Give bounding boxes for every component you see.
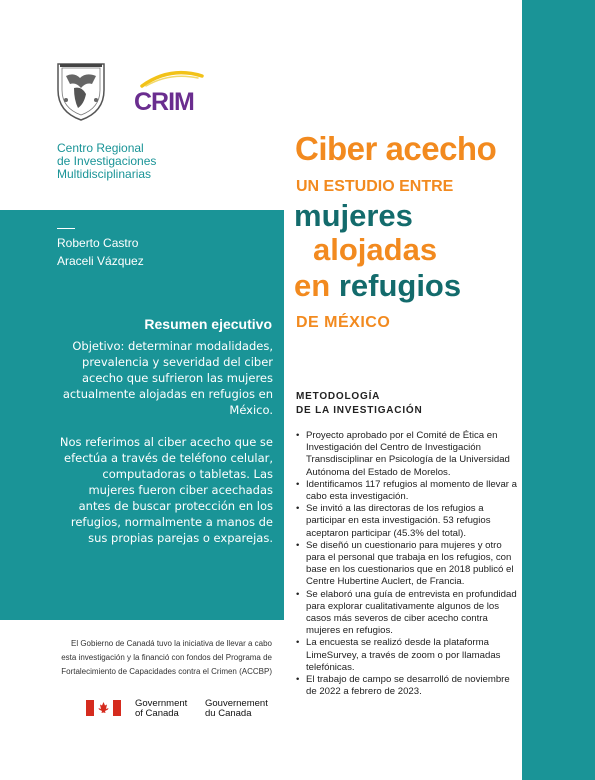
unam-seal-logo — [52, 60, 110, 122]
methodology-item: • Se elaboró una guía de entrevista en profundidad para explorar cualitativamente algunos de los casos más severos de ciber acecho contra mujeres en refugios. — [296, 589, 518, 638]
author-list — [57, 234, 144, 270]
methodology-heading-line-1: METODOLOGÍA — [296, 391, 381, 402]
crim-logo-text: CRIM — [134, 88, 194, 114]
gov-fr-line-1: Gouvernement — [205, 698, 268, 709]
summary-objective: Objetivo: determinar modalidades, prevalencia y severidad del ciber acecho que sufrieron las mujeres actualmente alojadas en refugios en México. — [62, 339, 273, 417]
title-line-5 — [294, 268, 461, 304]
methodology-item: • Proyecto aprobado por el Comité de Ética en Investigación del Centro de Investigación Transdisciplinar en Psicología de la Universidad Autónoma del Estado de Morelos. — [296, 430, 518, 479]
right-accent-strip — [522, 0, 595, 780]
methodology-item: • Identificamos 117 refugios al momento de llevar a cabo esta investigación. — [296, 479, 518, 503]
methodology-item: • La encuesta se realizó desde la plataforma LimeSurvey, a través de zoom o por llamadas telefónicas. — [296, 637, 518, 674]
summary-definition: Nos referimos al ciber acecho que se efectúa a través de teléfono celular, computadoras o tabletas. Las mujeres fueron ciber acechadas antes de buscar protección en los refugios, normalmente a manos de sus propias parejas o exparejas. — [59, 435, 273, 545]
gov-fr-line-2: du Canada — [205, 708, 252, 719]
methodology-heading — [296, 390, 423, 418]
organization-name — [57, 142, 156, 181]
canada-flag-icon — [86, 700, 121, 716]
title-line-1: Ciber acecho — [295, 130, 497, 167]
org-line-3: Multidisciplinarias — [57, 167, 152, 181]
org-line-2: de Investigaciones — [57, 154, 157, 168]
author-2: Araceli Vázquez — [57, 254, 144, 268]
crim-logo — [130, 64, 210, 114]
title-line-3: mujeres — [294, 198, 413, 233]
methodology-list — [296, 430, 518, 698]
gov-en-line-2: of Canada — [135, 708, 179, 719]
funding-note: El Gobierno de Canadá tuvo la iniciativa de llevar a cabo esta investigación y la financió con fondos del Programa de Fortalecimiento de Capacidades contra el Crimen (ACCBP) — [61, 639, 272, 676]
methodology-item: • Se diseñó un cuestionario para mujeres y otro para el personal que trabaja en los refugios, con base en los cuestionarios que en 2018 publicó el Centre Hubertine Auclert, de Francia. — [296, 540, 518, 589]
methodology-item: • El trabajo de campo se desarrolló de noviembre de 2022 a febrero de 2023. — [296, 674, 518, 698]
gov-en-line-1: Government — [135, 698, 188, 709]
org-line-1: Centro Regional — [57, 141, 144, 155]
title-line-2: UN ESTUDIO ENTRE — [296, 178, 454, 195]
author-divider — [57, 228, 75, 229]
title-line-4: alojadas — [313, 232, 438, 267]
title-line-5-refugios: refugios — [338, 268, 462, 303]
title-line-5-en: en — [294, 268, 331, 303]
government-of-canada-wordmark — [135, 699, 187, 719]
methodology-heading-line-2: DE LA INVESTIGACIÓN — [296, 405, 423, 416]
gouvernement-du-canada-wordmark — [205, 699, 268, 719]
title-line-6: DE MÉXICO — [296, 314, 391, 331]
author-1: Roberto Castro — [57, 236, 139, 250]
methodology-item: • Se invitó a las directoras de los refugios a participar en esta investigación. 53 refugios aceptaron participar (45.3% del total). — [296, 503, 518, 540]
summary-heading: Resumen ejecutivo — [144, 316, 272, 332]
